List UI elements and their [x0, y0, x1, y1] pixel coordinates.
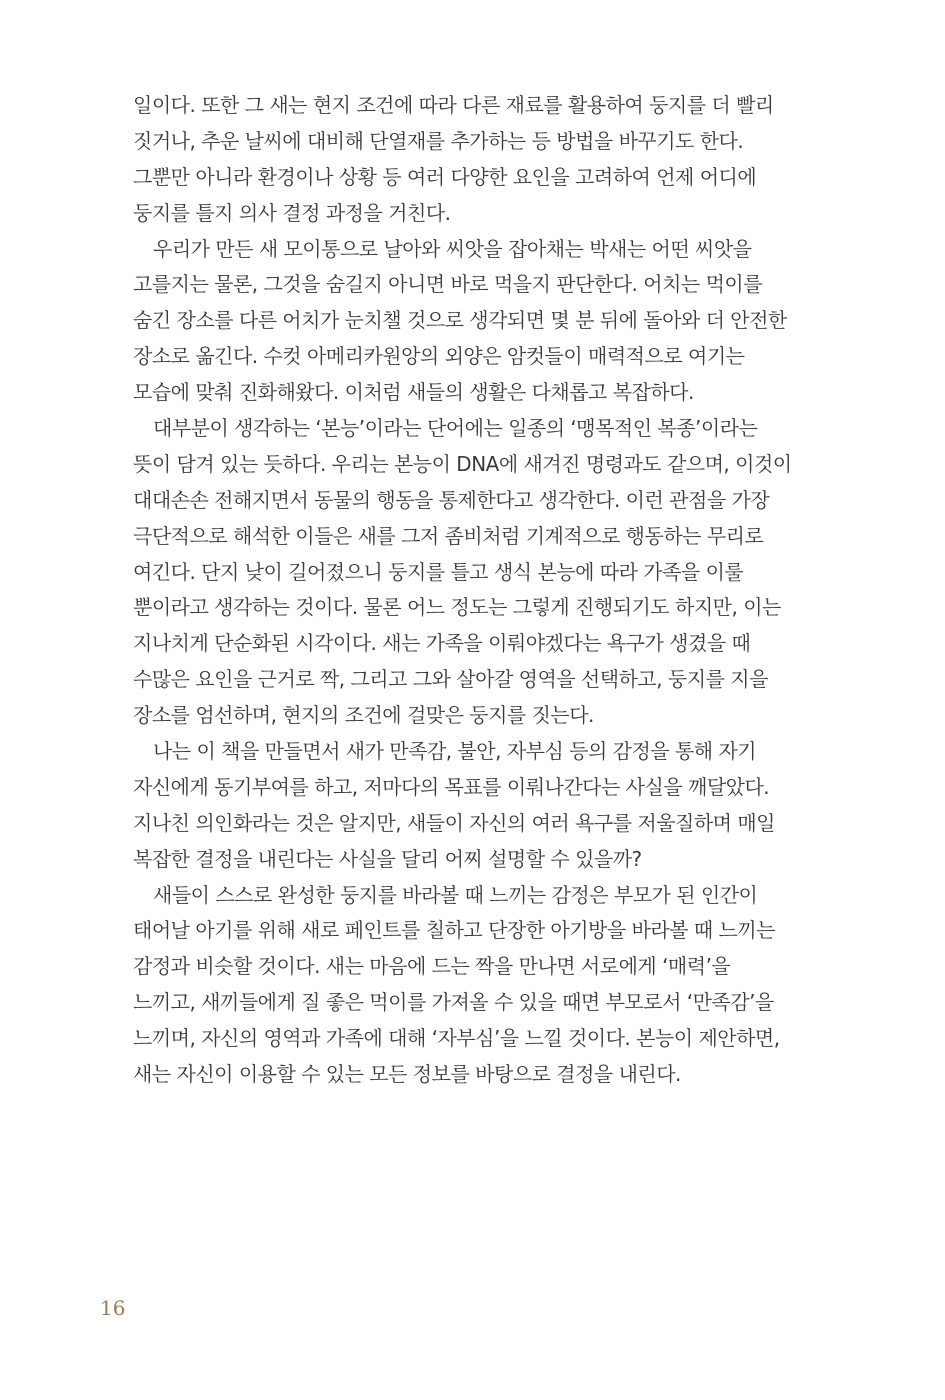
page-number: 16: [100, 1296, 126, 1320]
text-line: 고를지는 물론, 그것을 숨길지 아니면 바로 먹을지 판단한다. 어치는 먹이를: [133, 272, 763, 297]
text-line: 감정과 비슷할 것이다. 새는 마음에 드는 짝을 만나면 서로에게 ‘매력’을: [133, 954, 731, 979]
text-line: 지나치게 단순화된 시각이다. 새는 가족을 이뤄야겠다는 욕구가 생겼을 때: [133, 631, 751, 656]
text-line: 숨긴 장소를 다른 어치가 눈치챌 것으로 생각되면 몇 분 뒤에 돌아와 더 안전한: [133, 308, 787, 333]
text-line: 그뿐만 아니라 환경이나 상황 등 여러 다양한 요인을 고려하여 언제 어디에: [133, 164, 757, 189]
text-line: 대부분이 생각하는 ‘본능’이라는 단어에는 일종의 ‘맹목적인 복종’이라는: [153, 416, 758, 441]
text-line: 나는 이 책을 만들면서 새가 만족감, 불안, 자부심 등의 감정을 통해 자기: [153, 739, 757, 764]
text-line: 극단적으로 해석한 이들은 새를 그저 좀비처럼 기계적으로 행동하는 무리로: [133, 523, 764, 548]
text-line: 새들이 스스로 완성한 둥지를 바라볼 때 느끼는 감정은 부모가 된 인간이: [153, 882, 758, 907]
text-line: 뿐이라고 생각하는 것이다. 물론 어느 정도는 그렇게 진행되기도 하지만, 이는: [133, 595, 781, 620]
text-line: 장소를 엄선하며, 현지의 조건에 걸맞은 둥지를 짓는다.: [133, 703, 594, 728]
text-line: 느끼며, 자신의 영역과 가족에 대해 ‘자부심’을 느낄 것이다. 본능이 제안하면,: [133, 1026, 780, 1051]
text-line: 우리가 만든 새 모이통으로 날아와 씨앗을 잡아채는 박새는 어떤 씨앗을: [153, 236, 752, 261]
text-line: 여긴다. 단지 낮이 길어졌으니 둥지를 틀고 생식 본능에 따라 가족을 이룰: [133, 559, 744, 584]
text-line: 장소로 옮긴다. 수컷 아메리카원앙의 외양은 암컷들이 매력적으로 여기는: [133, 344, 745, 369]
text-line: 짓거나, 추운 날씨에 대비해 단열재를 추가하는 등 방법을 바꾸기도 한다.: [133, 128, 744, 153]
text-line: 지나친 의인화라는 것은 알지만, 새들이 자신의 여러 욕구를 저울질하며 매일: [133, 810, 775, 835]
text-line: 새는 자신이 이용할 수 있는 모든 정보를 바탕으로 결정을 내린다.: [133, 1062, 681, 1087]
text-line: 수많은 요인을 근거로 짝, 그리고 그와 살아갈 영역을 선택하고, 둥지를 지을: [133, 667, 768, 692]
text-line: 복잡한 결정을 내린다는 사실을 달리 어찌 설명할 수 있을까?: [133, 846, 642, 871]
text-line: 뜻이 담겨 있는 듯하다. 우리는 본능이 DNA에 새겨진 명령과도 같으며, 이것이: [133, 451, 792, 476]
text-line: 대대손손 전해지면서 동물의 행동을 통제한다고 생각한다. 이런 관점을 가장: [133, 487, 770, 512]
text-line: 느끼고, 새끼들에게 질 좋은 먹이를 가져올 수 있을 때면 부모로서 ‘만족감’을: [133, 990, 774, 1015]
text-line: 모습에 맞춰 진화해왔다. 이처럼 새들의 생활은 다채롭고 복잡하다.: [133, 380, 694, 405]
text-line: 태어날 아기를 위해 새로 페인트를 칠하고 단장한 아기방을 바라볼 때 느끼는: [133, 918, 775, 943]
text-line: 일이다. 또한 그 새는 현지 조건에 따라 다른 재료를 활용하여 둥지를 더 빨리: [133, 93, 774, 117]
text-line: 자신에게 동기부여를 하고, 저마다의 목표를 이뤄나간다는 사실을 깨달았다.: [133, 774, 770, 799]
body-text: [133, 88, 813, 1093]
text-line: 둥지를 틀지 의사 결정 과정을 거친다.: [133, 200, 451, 225]
